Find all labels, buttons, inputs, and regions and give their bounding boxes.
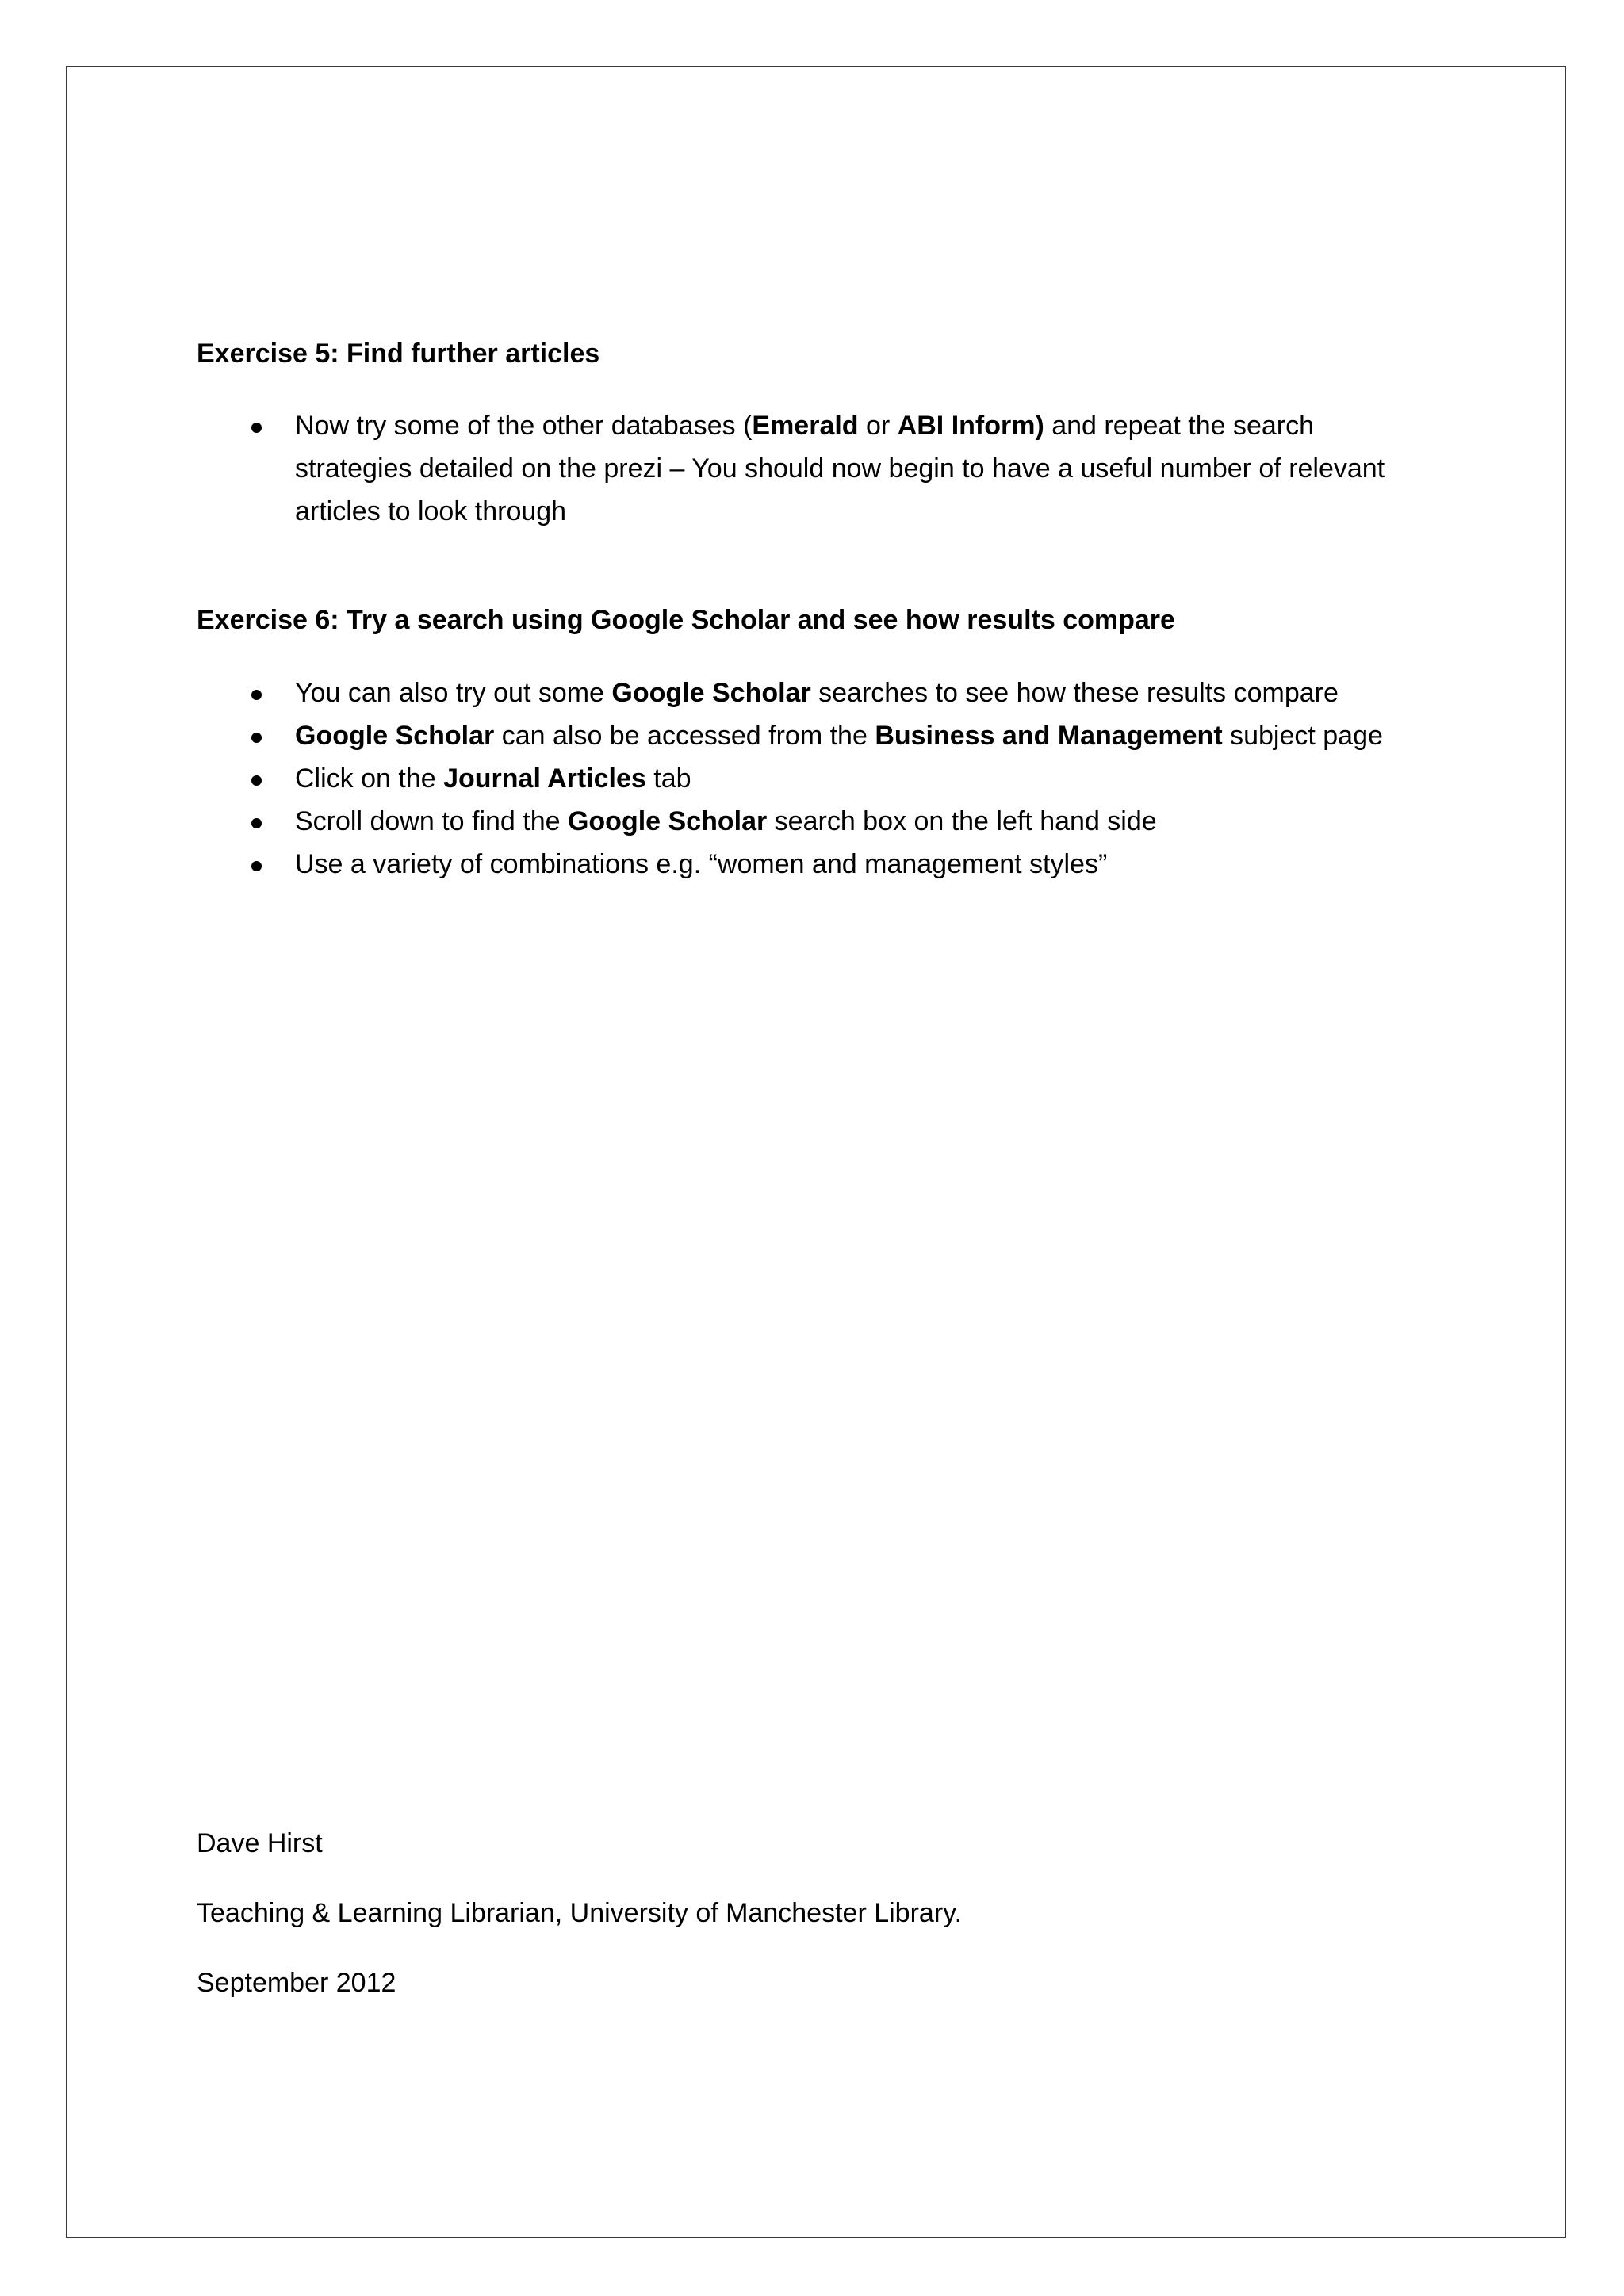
bullet-line-2: strategies detailed on the prezi – You should now begin to have a useful number of relevant <box>295 453 1385 484</box>
list-item: Click on the Journal Articles tab <box>197 757 1434 800</box>
bullet-icon <box>251 690 262 700</box>
bullet-icon <box>251 861 262 871</box>
exercise-5-list <box>197 404 1434 533</box>
list-item: Scroll down to find the Google Scholar search box on the left hand side <box>197 800 1434 843</box>
document-date: September 2012 <box>197 1968 396 1998</box>
author-role: Teaching & Learning Librarian, University of Manchester Library. <box>197 1898 963 1928</box>
list-item: You can also try out some Google Scholar searches to see how these results compare <box>197 672 1434 714</box>
list-item: Google Scholar can also be accessed from the Business and Management subject page <box>197 714 1434 757</box>
list-item <box>197 404 1434 533</box>
bullet-icon <box>251 775 262 786</box>
list-item: Use a variety of combinations e.g. “women and management styles” <box>197 843 1434 886</box>
bullet-line-3: articles to look through <box>295 496 567 526</box>
exercise-6-heading: Exercise 6: Try a search using Google Scholar and see how results compare <box>197 605 1175 635</box>
author-name: Dave Hirst <box>197 1828 323 1858</box>
bullet-icon <box>251 818 262 828</box>
exercise-6-list <box>197 672 1434 886</box>
bullet-icon <box>251 733 262 743</box>
exercise-5-heading: Exercise 5: Find further articles <box>197 339 600 369</box>
bullet-line-1: Now try some of the other databases (Emerald or ABI Inform) and repeat the search <box>295 411 1315 441</box>
bullet-icon <box>251 423 262 433</box>
